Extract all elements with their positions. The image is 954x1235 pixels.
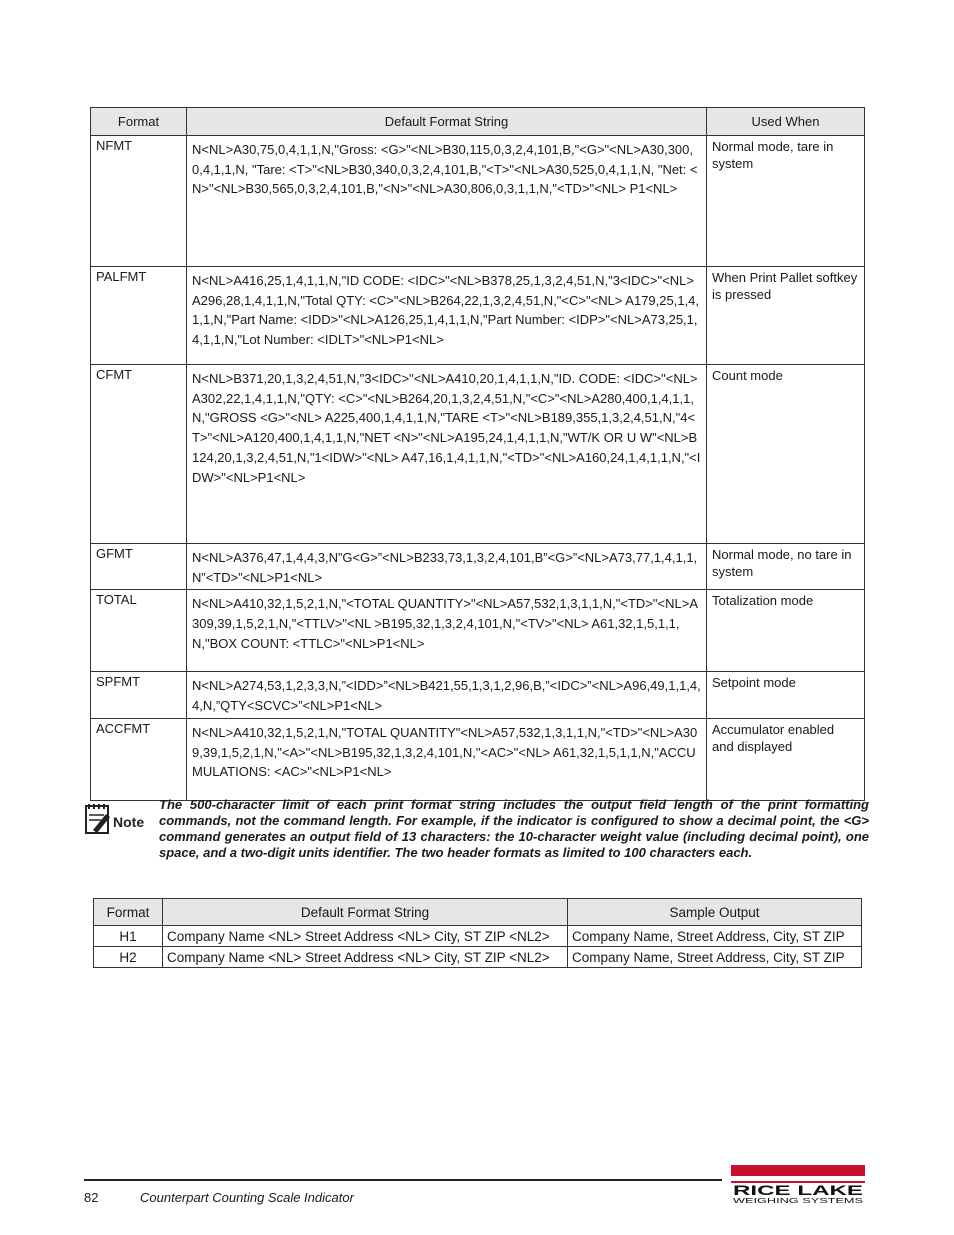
format-string-cell: N<NL>A410,32,1,5,2,1,N,"<TOTAL QUANTITY>"<NL>A57,532,1,3,1,1,N,"<TD>"<NL>A309,39,1,5,2,1,N,"<TTLV>"<NL >B195,32,1,3,2,4,101,N,"<TV>"<NL> A61,32,1,5,1,1,N,"BOX COUNT: <TTLC>"<NL>P1<NL>	[187, 590, 707, 672]
note-box	[84, 797, 874, 867]
table-row	[94, 947, 862, 968]
sample-output-cell: Company Name, Street Address, City, ST ZIP	[568, 947, 862, 968]
logo-tagline: WEIGHING SYSTEMS	[733, 1198, 864, 1205]
format-string-cell: N<NL>A376,47,1,4,4,3,N”G<G>”<NL>B233,73,1,3,2,4,101,B”<G>”<NL>A73,77,1,4,1,1,N”<TD>”<NL>P1<NL>	[187, 544, 707, 590]
column-header-format: Format	[94, 899, 163, 926]
logo-wordmark: RICE LAKE	[733, 1182, 863, 1198]
table-header-row	[91, 108, 865, 136]
note-label: Note	[113, 814, 145, 830]
format-string-cell: N<NL>A30,75,0,4,1,1,N,"Gross: <G>"<NL>B30,115,0,3,2,4,101,B,"<G>"<NL>A30,300,0,4,1,1,N, "Tare: <T>"<NL>B30,340,0,3,2,4,101,B,"<T>"<NL>A30,525,0,4,1,1,N, "Net: <N>"<NL>B30,565,0,3,2,4,101,B,"<N>"<NL>A30,806,0,3,1,1,N,"<TD>"<NL> P1<NL>	[187, 136, 707, 267]
sample-output-cell: Company Name, Street Address, City, ST ZIP	[568, 926, 862, 947]
format-cell: H1	[94, 926, 163, 947]
print-format-table	[90, 107, 865, 801]
format-cell: SPFMT	[91, 672, 187, 718]
note-text: The 500-character limit of each print format string includes the output field length of the print formatting commands, not the command length. For example, if the indicator is configured to show a decimal point, the <G> command generates an output field of 13 characters: the 10-character weight value (including decimal point), one space, and a two-digit units identifier. The two header formats as limited to 100 characters each.	[159, 797, 869, 860]
format-cell: ACCFMT	[91, 718, 187, 800]
table-row	[91, 718, 865, 800]
format-string-cell: N<NL>A410,32,1,5,2,1,N,"TOTAL QUANTITY"<NL>A57,532,1,3,1,1,N,"<TD>"<NL>A309,39,1,5,2,1,N,"<A>"<NL>B195,32,1,3,2,4,101,N,"<AC>"<NL> A61,32,1,5,1,1,N,"ACCUMULATIONS: <AC>"<NL>P1<NL>	[187, 718, 707, 800]
table-row	[94, 926, 862, 947]
document-title: Counterpart Counting Scale Indicator	[140, 1190, 354, 1205]
table-row	[91, 267, 865, 365]
format-string-cell: N<NL>B371,20,1,3,2,4,51,N,"3<IDC>"<NL>A410,20,1,4,1,1,N,"ID. CODE: <IDC>"<NL>A302,22,1,4,1,1,N,"QTY: <C>"<NL>B264,20,1,3,2,4,51,N,"<C>"<NL>A280,400,1,4,1,1,N,"GROSS <G>"<NL> A225,400,1,4,1,1,N,"TARE <T>"<NL>B189,355,1,3,2,4,51,N,"4<T>"<NL>A120,400,1,4,1,1,N,"NET <N>"<NL>A195,24,1,4,1,1,N,"WT/K OR U W"<NL>B124,20,1,3,2,4,51,N,"1<IDW>"<NL> A47,16,1,4,1,1,N,"<TD>"<NL>A160,24,1,4,1,1,N,"<IDW>"<NL>P1<NL>	[187, 365, 707, 544]
column-header-used-when: Used When	[707, 108, 865, 136]
table-row	[91, 590, 865, 672]
rice-lake-logo	[728, 1165, 868, 1205]
page-number: 82	[84, 1190, 99, 1205]
format-cell: TOTAL	[91, 590, 187, 672]
footer-rule	[84, 1179, 722, 1181]
used-when-cell: Totalization mode	[707, 590, 865, 672]
used-when-cell: Normal mode, no tare in system	[707, 544, 865, 590]
table-row	[91, 544, 865, 590]
header-format-table	[93, 898, 862, 968]
column-header-default-format-string: Default Format String	[163, 899, 568, 926]
table-row	[91, 136, 865, 267]
column-header-default-format-string: Default Format String	[187, 108, 707, 136]
format-string-cell: N<NL>A274,53,1,2,3,3,N,”<IDD>”<NL>B421,55,1,3,1,2,96,B,”<IDC>”<NL>A96,49,1,1,4,4,N,”QTY<SCVC>”<NL>P1<NL>	[187, 672, 707, 718]
note-pencil-icon	[84, 801, 154, 841]
used-when-cell: When Print Pallet softkey is pressed	[707, 267, 865, 365]
table-row	[91, 672, 865, 718]
column-header-sample-output: Sample Output	[568, 899, 862, 926]
used-when-cell: Count mode	[707, 365, 865, 544]
format-string-cell: Company Name <NL> Street Address <NL> City, ST ZIP <NL2>	[163, 947, 568, 968]
format-cell: PALFMT	[91, 267, 187, 365]
used-when-cell: Accumulator enabled and displayed	[707, 718, 865, 800]
format-cell: NFMT	[91, 136, 187, 267]
table-row	[91, 365, 865, 544]
format-cell: GFMT	[91, 544, 187, 590]
format-string-cell: Company Name <NL> Street Address <NL> City, ST ZIP <NL2>	[163, 926, 568, 947]
format-string-cell: N<NL>A416,25,1,4,1,1,N,"ID CODE: <IDC>"<NL>B378,25,1,3,2,4,51,N,"3<IDC>"<NL>A296,28,1,4,1,1,N,"Total QTY: <C>"<NL>B264,22,1,3,2,4,51,N,"<C>"<NL> A179,25,1,4,1,1,N,"Part Name: <IDD>"<NL>A126,25,1,4,1,1,N,"Part Number: <IDP>"<NL>A73,25,1,4,1,1,N,"Lot Number: <IDLT>"<NL>P1<NL>	[187, 267, 707, 365]
used-when-cell: Normal mode, tare in system	[707, 136, 865, 267]
column-header-format: Format	[91, 108, 187, 136]
format-cell: H2	[94, 947, 163, 968]
format-cell: CFMT	[91, 365, 187, 544]
table-header-row	[94, 899, 862, 926]
used-when-cell: Setpoint mode	[707, 672, 865, 718]
